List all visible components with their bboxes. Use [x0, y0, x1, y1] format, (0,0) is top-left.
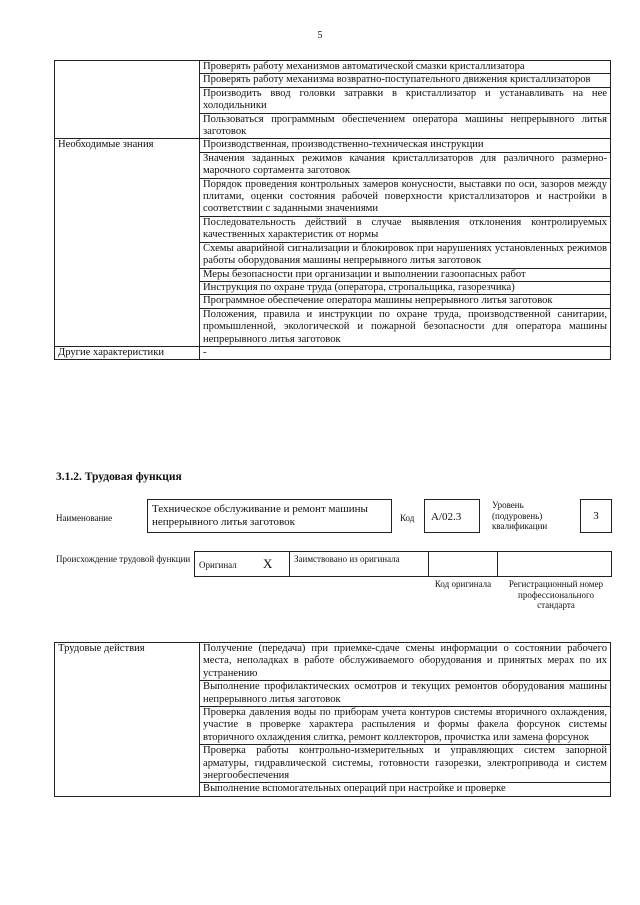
borrowed-label: Заимствовано из оригинала [294, 554, 400, 564]
row-label-other: Другие характеристики [55, 346, 200, 359]
table-cell: Выполнение вспомогательных операций при настройке и проверке [200, 783, 611, 796]
original-label: Оригинал [199, 560, 237, 570]
table-cell: Меры безопасности при организации и выполнении газоопасных работ [200, 268, 611, 281]
level-value: 3 [593, 510, 599, 522]
table-cell: Схемы аварийной сигнализации и блокировок при нарушениях установленных режимов работы оборудования машины непрерывного литья заготовок [200, 242, 611, 268]
table-cell: Порядок проведения контрольных замеров конусности, выставки по оси, зазоров между плитами, оценки состояния рабочей поверхности кристаллизаторов и настройки в соответствии с заданными значениями [200, 178, 611, 216]
table-cell: Значения заданных режимов качания кристаллизаторов для различного размерно-марочного сортамента заготовок [200, 152, 611, 178]
row-label-actions: Трудовые действия [55, 643, 200, 797]
reg-number-caption: Регистрационный номер профессионального стандарта [508, 579, 604, 610]
name-label: Наименование [56, 513, 113, 523]
row-label [55, 61, 200, 139]
knowledge-table [54, 60, 611, 360]
table-cell: Последовательность действий в случае выявления отклонения контролируемых качественных характеристик от нормы [200, 216, 611, 242]
table-cell: Программное обеспечение оператора машины непрерывного литья заготовок [200, 295, 611, 308]
level-label: Уровень (подуровень) квалификации [492, 500, 548, 531]
table-cell: Выполнение профилактических осмотров и текущих ремонтов оборудования машины непрерывного литья заготовок [200, 681, 611, 707]
origin-code-box [428, 551, 498, 577]
table-cell: Проверка давления воды по приборам учета контуров системы вторичного охлаждения, участие в проверке характера распыления и формы факела форсунок системы вторичного охлаждения слитка, ремонт коллекторов, прочистка или замена форсунок [200, 707, 611, 745]
table-row [55, 61, 611, 74]
table-cell: - [200, 346, 611, 359]
origin-code-caption: Код оригинала [434, 579, 492, 589]
reg-number-box [497, 551, 612, 577]
table-row [55, 346, 611, 359]
table-cell: Проверка работы контрольно-измерительных и управляющих систем запорной арматуры, гидравлической системы, готовности газорезки, электропривода и систем энергообеспечения [200, 745, 611, 783]
level-box [580, 499, 612, 533]
table-cell: Инструкция по охране труда (оператора, стропальщика, газорезчика) [200, 281, 611, 294]
table-cell: Положения, правила и инструкции по охране труда, производственной санитарии, промышленной, экологической и пожарной безопасности для оператора машины непрерывного литья заготовок [200, 308, 611, 346]
table-row [55, 643, 611, 681]
section-heading: 3.1.2. Трудовая функция [56, 471, 182, 483]
original-mark: X [263, 556, 273, 571]
function-name: Техническое обслуживание и ремонт машины непрерывного литья заготовок [152, 503, 368, 528]
code-box [424, 499, 480, 533]
function-name-box [147, 499, 392, 533]
row-label-knowledge: Необходимые знания [55, 139, 200, 347]
table-row [55, 139, 611, 152]
table-cell: Производить ввод головки затравки в кристаллизатор и устанавливать на нее холодильники [200, 87, 611, 113]
table-cell: Проверять работу механизмов автоматической смазки кристаллизатора [200, 61, 611, 74]
page-number: 5 [317, 30, 323, 41]
code-value: А/02.3 [431, 511, 462, 523]
table-cell: Проверять работу механизма возвратно-поступательного движения кристаллизаторов [200, 74, 611, 87]
table-cell: Пользоваться программным обеспечением оператора машины непрерывного литья заготовок [200, 113, 611, 139]
origin-label: Происхождение трудовой функции [56, 554, 191, 564]
table-cell: Производственная, производственно-техническая инструкции [200, 139, 611, 152]
code-label: Код [400, 513, 415, 523]
actions-table [54, 642, 611, 797]
table-cell: Получение (передача) при приемке-сдаче смены информации о состоянии рабочего места, неполадках в работе обслуживаемого оборудования и принятых мерах по их устранению [200, 643, 611, 681]
